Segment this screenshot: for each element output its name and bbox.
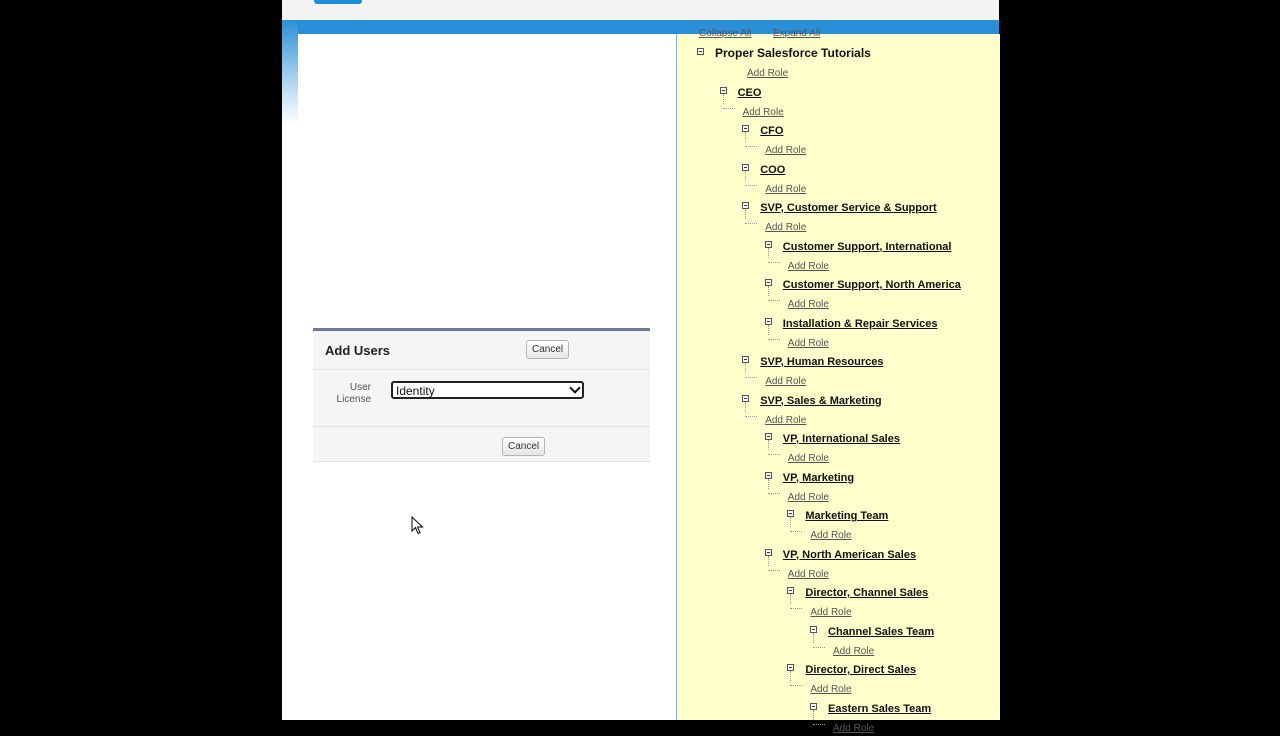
tree-connector: [745, 223, 757, 224]
role-node[interactable]: Customer Support, North America: [782, 279, 961, 291]
cancel-button-top[interactable]: Cancel: [526, 340, 569, 359]
tree-connector: [768, 454, 780, 455]
add-role-link[interactable]: Add Role: [747, 68, 789, 80]
tree-connector: [745, 185, 757, 186]
collapse-toggle-icon[interactable]: [765, 433, 772, 440]
expand-all-link[interactable]: Expand All: [773, 28, 821, 39]
collapse-toggle-icon[interactable]: [810, 626, 817, 633]
page-stage: [282, 0, 999, 734]
collapse-toggle-icon[interactable]: [787, 587, 794, 594]
tree-connector: [768, 286, 769, 296]
role-node[interactable]: CEO: [737, 86, 762, 99]
role-node[interactable]: SVP, Customer Service & Support: [760, 202, 937, 214]
mouse-cursor-icon: [411, 516, 425, 536]
collapse-toggle-icon[interactable]: [720, 87, 727, 94]
dialog-title: Add Users: [325, 343, 391, 358]
role-node[interactable]: Channel Sales Team: [828, 625, 935, 638]
collapse-toggle-icon[interactable]: [742, 356, 749, 363]
collapse-toggle-icon[interactable]: [765, 318, 772, 325]
add-role-link[interactable]: Add Role: [810, 530, 852, 542]
tree-connector: [745, 363, 746, 373]
add-role-link[interactable]: Add Role: [742, 106, 784, 118]
add-role-link[interactable]: Add Role: [765, 414, 807, 426]
add-role-link[interactable]: Add Role: [765, 145, 807, 157]
tree-connector: [790, 517, 791, 527]
role-node[interactable]: Marketing Team: [805, 510, 889, 522]
role-node[interactable]: Eastern Sales Team: [828, 702, 932, 715]
role-node[interactable]: VP, North American Sales: [782, 548, 917, 561]
collapse-toggle-icon[interactable]: [742, 164, 749, 171]
add-role-link[interactable]: Add Role: [810, 607, 852, 619]
role-node[interactable]: CFO: [760, 125, 784, 137]
role-node[interactable]: Installation & Repair Services: [782, 317, 938, 330]
top-bar: [282, 0, 999, 21]
tree-connector: [745, 209, 746, 219]
add-role-link[interactable]: Add Role: [787, 260, 829, 272]
role-node[interactable]: SVP, Human Resources: [760, 356, 884, 368]
collapse-toggle-icon[interactable]: [765, 472, 772, 479]
user-license-label: User License: [336, 382, 371, 405]
dialog-divider: [313, 426, 650, 427]
collapse-toggle-icon[interactable]: [765, 241, 772, 248]
tree-connector: [768, 440, 769, 450]
role-node[interactable]: Director, Channel Sales: [805, 587, 929, 599]
tree-connector: [790, 685, 802, 686]
tree-connector: [813, 724, 825, 725]
add-role-link[interactable]: Add Role: [787, 337, 829, 349]
collapse-toggle-icon[interactable]: [765, 279, 772, 286]
cancel-button-bottom[interactable]: Cancel: [502, 437, 545, 456]
collapse-toggle-icon[interactable]: [765, 549, 772, 556]
role-node[interactable]: VP, International Sales: [782, 433, 900, 445]
tree-connector: [768, 556, 769, 566]
collapse-toggle-icon[interactable]: [742, 125, 749, 132]
tree-connector: [768, 570, 780, 571]
tree-connector: [813, 633, 814, 643]
top-primary-button[interactable]: [314, 0, 362, 4]
role-node[interactable]: Director, Direct Sales: [805, 664, 917, 676]
collapse-toggle-icon[interactable]: [697, 48, 704, 55]
add-role-link[interactable]: Add Role: [833, 722, 875, 734]
tree-connector: [768, 339, 780, 340]
chevron-down-icon: [569, 382, 580, 393]
collapse-toggle-icon[interactable]: [742, 202, 749, 209]
add-users-dialog: [313, 328, 650, 462]
add-role-link[interactable]: Add Role: [765, 222, 807, 234]
tree-root-label: Proper Salesforce Tutorials: [715, 46, 871, 60]
collapse-toggle-icon[interactable]: [787, 664, 794, 671]
tree-connector: [768, 325, 769, 335]
tree-connector: [745, 416, 757, 417]
role-node[interactable]: SVP, Sales & Marketing: [760, 394, 882, 407]
collapse-toggle-icon[interactable]: [787, 510, 794, 517]
add-role-link[interactable]: Add Role: [787, 453, 829, 465]
tree-connector: [745, 146, 757, 147]
tree-connector: [745, 132, 746, 142]
role-node[interactable]: Customer Support, International: [782, 240, 952, 253]
add-role-link[interactable]: Add Role: [765, 183, 807, 195]
tree-connector: [768, 493, 780, 494]
add-role-link[interactable]: Add Role: [833, 645, 875, 657]
dialog-header: [313, 331, 650, 370]
tree-connector: [790, 594, 791, 604]
role-node[interactable]: COO: [760, 163, 786, 176]
tree-connector: [768, 479, 769, 489]
collapse-toggle-icon[interactable]: [742, 395, 749, 402]
tree-connector: [790, 531, 802, 532]
tree-connector: [745, 171, 746, 181]
role-hierarchy-tree: [676, 28, 1000, 734]
left-gradient-edge: [282, 20, 298, 125]
add-role-link[interactable]: Add Role: [765, 376, 807, 388]
collapse-toggle-icon[interactable]: [810, 703, 817, 710]
tree-connector: [723, 108, 735, 109]
tree-connector: [745, 377, 757, 378]
user-license-select[interactable]: [391, 381, 584, 399]
role-node[interactable]: VP, Marketing: [782, 471, 855, 484]
tree-connector: [768, 262, 780, 263]
tree-connector: [745, 402, 746, 412]
user-license-value: Identity: [396, 384, 435, 398]
tree-connector: [768, 300, 780, 301]
tree-connector: [768, 248, 769, 258]
add-role-link[interactable]: Add Role: [787, 491, 829, 503]
add-role-link[interactable]: Add Role: [787, 568, 829, 580]
add-role-link[interactable]: Add Role: [787, 299, 829, 311]
tree-connector: [790, 671, 791, 681]
tree-connector: [723, 94, 724, 104]
collapse-all-link[interactable]: Collapse All: [699, 28, 752, 39]
tree-connector: [813, 647, 825, 648]
tree-connector: [813, 710, 814, 720]
header-band: [282, 20, 999, 34]
add-role-link[interactable]: Add Role: [810, 684, 852, 696]
tree-connector: [790, 608, 802, 609]
